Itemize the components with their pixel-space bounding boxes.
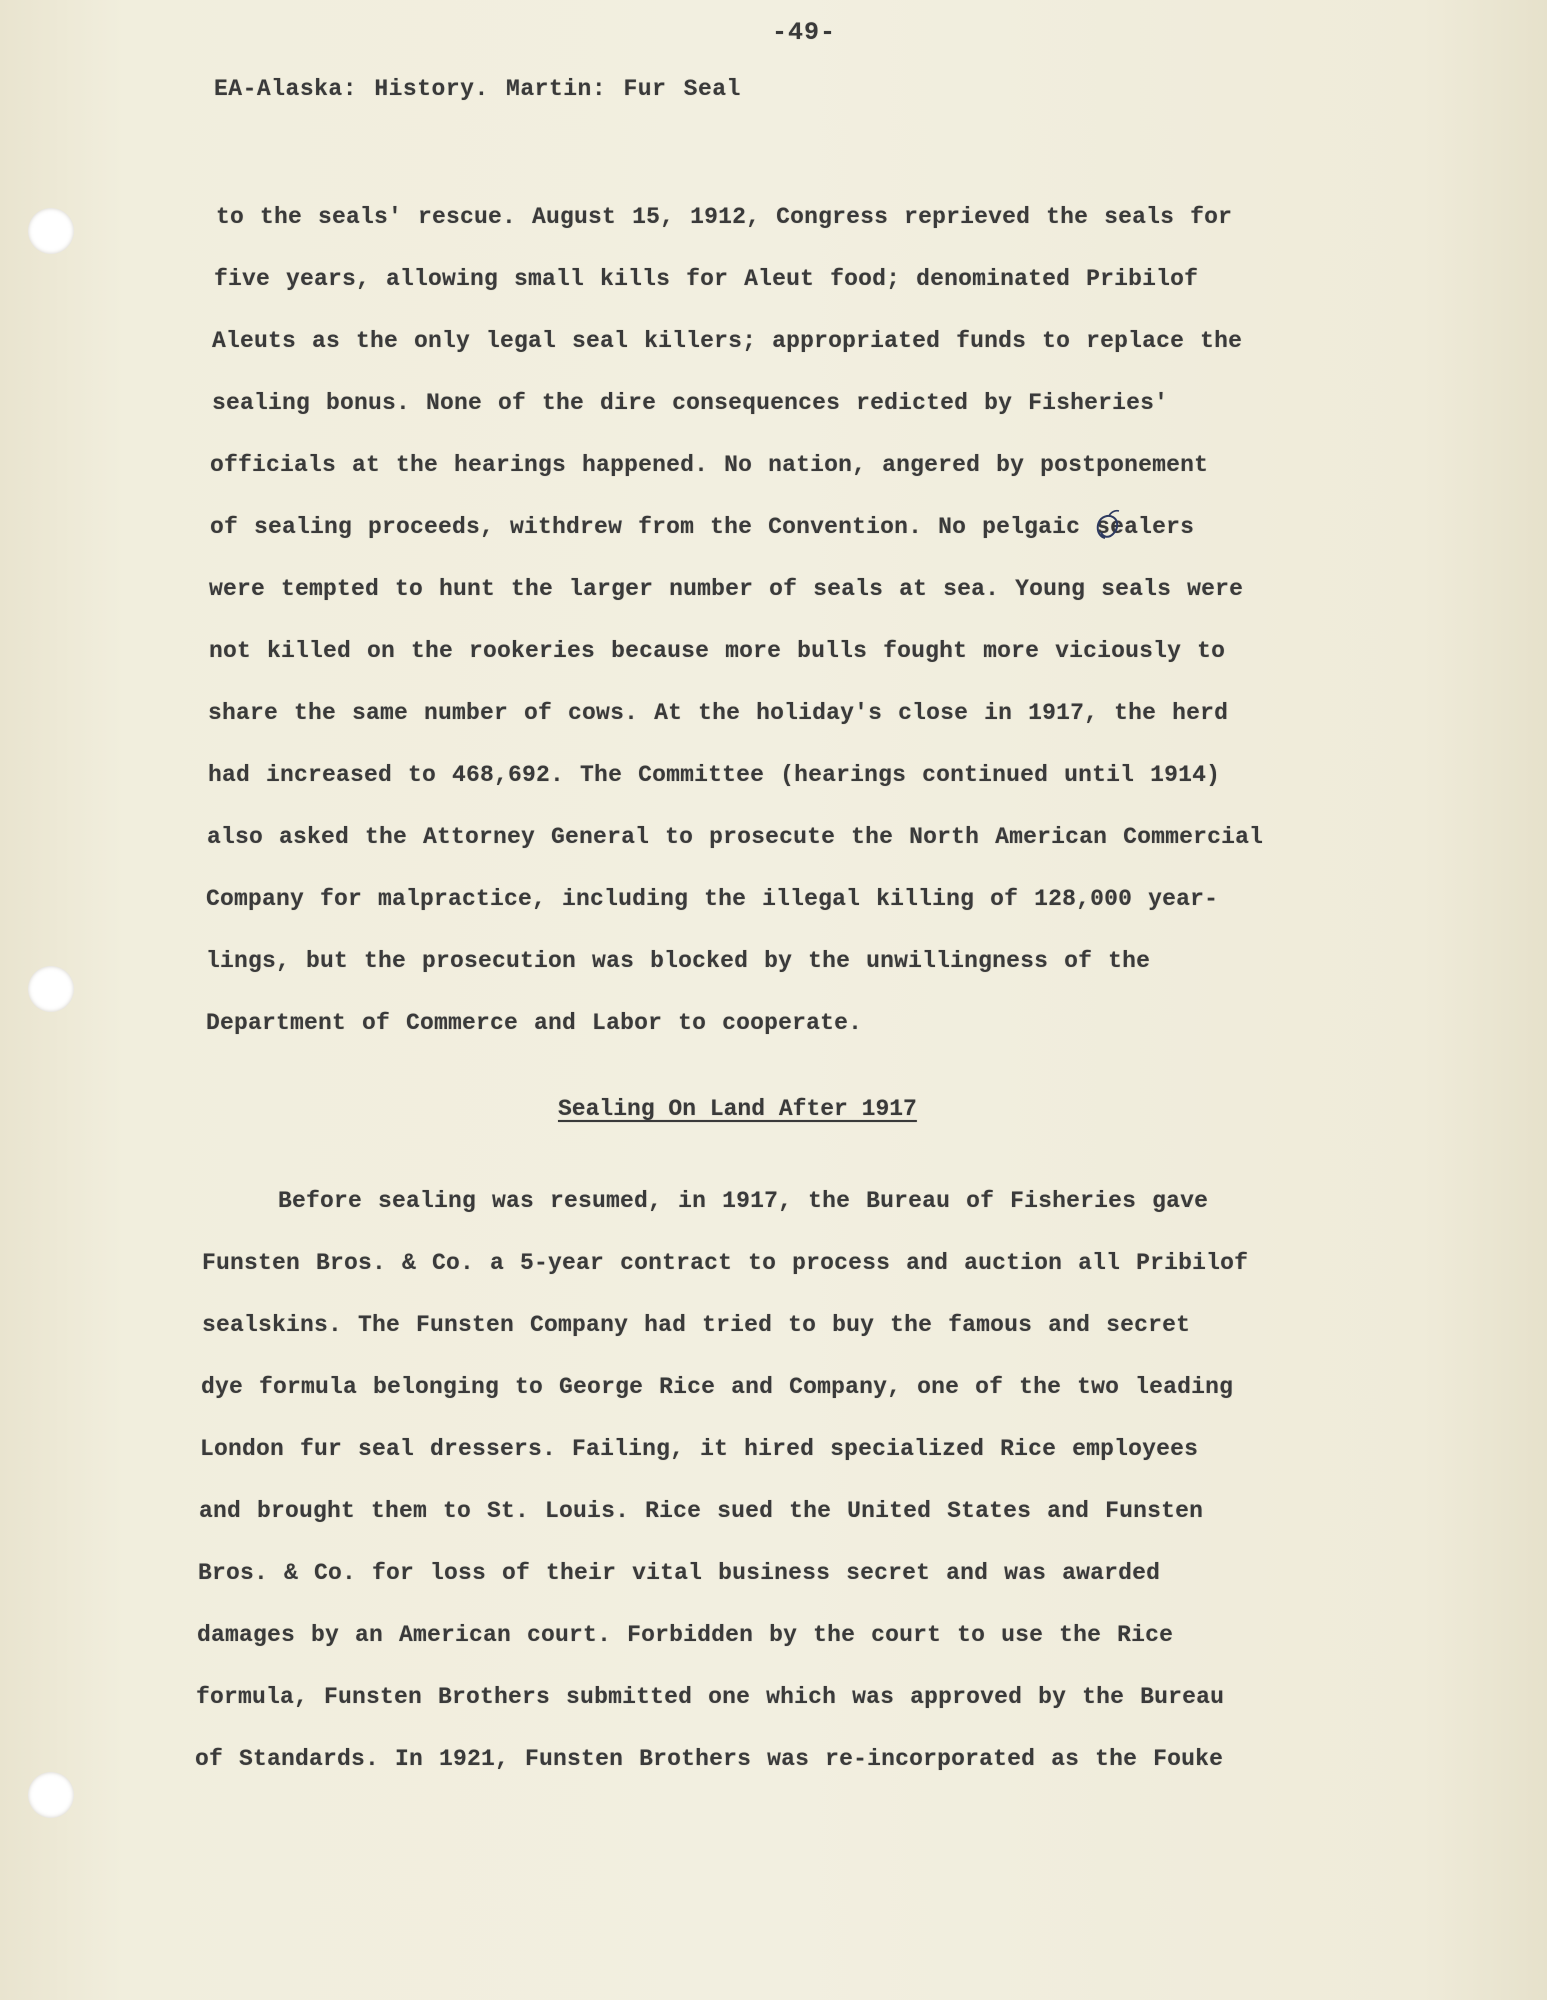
- paragraph-line: lings, but the prosecution was blocked by the unwillingness of the: [206, 948, 1151, 974]
- paragraph-line: Aleuts as the only legal seal killers; appropriated funds to replace the: [212, 328, 1243, 354]
- paragraph-line: also asked the Attorney General to prosecute the North American Commercial: [207, 824, 1264, 850]
- running-head: EA-Alaska: History. Martin: Fur Seal: [214, 76, 741, 102]
- paragraph-line: dye formula belonging to George Rice and Company, one of the two leading: [201, 1374, 1234, 1400]
- paragraph-line: of sealing proceeds, withdrew from the Convention. No pelgaic sealers: [210, 514, 1195, 540]
- paragraph-line: five years, allowing small kills for Aleut food; denominated Pribilof: [214, 266, 1199, 292]
- paragraph-line: Bros. & Co. for loss of their vital business secret and was awarded: [198, 1560, 1161, 1586]
- paragraph-line: not killed on the rookeries because more bulls fought more viciously to: [209, 638, 1226, 664]
- paragraph-line: had increased to 468,692. The Committee (hearings continued until 1914): [208, 762, 1221, 788]
- paragraph-line: were tempted to hunt the larger number of seals at sea. Young seals were: [209, 576, 1244, 602]
- paragraph-line: Company for malpractice, including the illegal killing of 128,000 year-: [206, 886, 1219, 912]
- paragraph-line: formula, Funsten Brothers submitted one which was approved by the Bureau: [196, 1684, 1225, 1710]
- paragraph-line: to the seals' rescue. August 15, 1912, Congress reprieved the seals for: [216, 204, 1233, 230]
- paragraph-line: London fur seal dressers. Failing, it hired specialized Rice employees: [200, 1436, 1199, 1462]
- paragraph-line: officials at the hearings happened. No nation, angered by postponement: [210, 452, 1209, 478]
- paragraph-line: Department of Commerce and Labor to cooperate.: [206, 1010, 863, 1036]
- paragraph-line: share the same number of cows. At the holiday's close in 1917, the herd: [208, 700, 1229, 726]
- paragraph-line: sealskins. The Funsten Company had tried to buy the famous and secret: [202, 1312, 1191, 1338]
- paragraph-line: and brought them to St. Louis. Rice sued the United States and Funsten: [199, 1498, 1204, 1524]
- paragraph-line: damages by an American court. Forbidden by the court to use the Rice: [197, 1622, 1174, 1648]
- paragraph-line: sealing bonus. None of the dire consequences redicted by Fisheries': [212, 390, 1169, 416]
- paragraph-line: of Standards. In 1921, Funsten Brothers was re-incorporated as the Fouke: [195, 1746, 1224, 1772]
- paragraph-line: Funsten Bros. & Co. a 5-year contract to process and auction all Pribilof: [202, 1250, 1249, 1276]
- paragraph-line: Before sealing was resumed, in 1917, the Bureau of Fisheries gave: [278, 1188, 1209, 1214]
- page-number: -49-: [772, 18, 837, 47]
- section-heading: Sealing On Land After 1917: [558, 1096, 917, 1122]
